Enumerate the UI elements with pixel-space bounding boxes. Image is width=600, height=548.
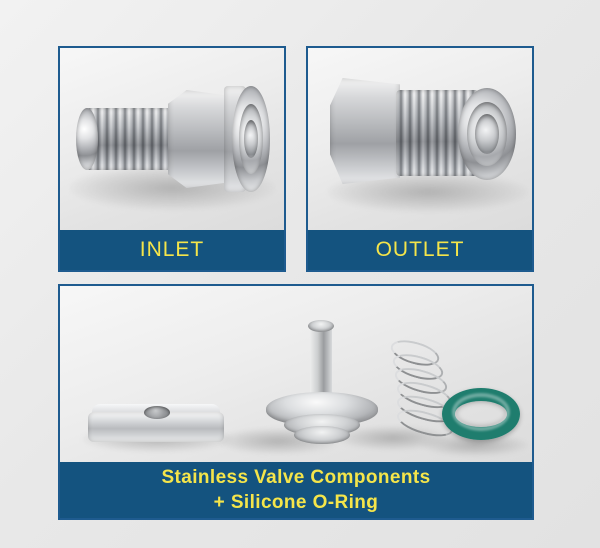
inlet-caption-label: INLET	[139, 238, 205, 261]
inlet-fitting-illustration	[76, 64, 272, 214]
o-ring-highlight	[452, 393, 510, 431]
components-photo	[60, 286, 532, 462]
outlet-caption-label: OUTLET	[375, 238, 465, 261]
poppet-seat-lower	[294, 426, 350, 444]
outlet-port-bore	[475, 114, 499, 154]
poppet-stem	[310, 326, 332, 402]
valve-plate-hole	[144, 406, 170, 419]
outlet-photo	[308, 48, 532, 230]
components-card	[58, 284, 534, 520]
components-caption	[60, 462, 532, 518]
outlet-fitting-illustration	[320, 62, 522, 214]
outlet-card	[306, 46, 534, 272]
inlet-rear-face	[76, 108, 98, 170]
components-caption-line2: + Silicone O-Ring	[213, 492, 379, 513]
outlet-hex-body	[330, 78, 400, 184]
inlet-hex-body	[168, 90, 230, 188]
inlet-photo	[60, 48, 284, 230]
inlet-bore	[244, 120, 258, 158]
outlet-caption	[308, 230, 532, 270]
components-caption-line1: Stainless Valve Components	[161, 467, 431, 488]
poppet-stem-top	[308, 320, 334, 332]
inlet-caption	[60, 230, 284, 270]
valve-components-illustration	[60, 286, 532, 462]
inlet-card	[58, 46, 286, 272]
